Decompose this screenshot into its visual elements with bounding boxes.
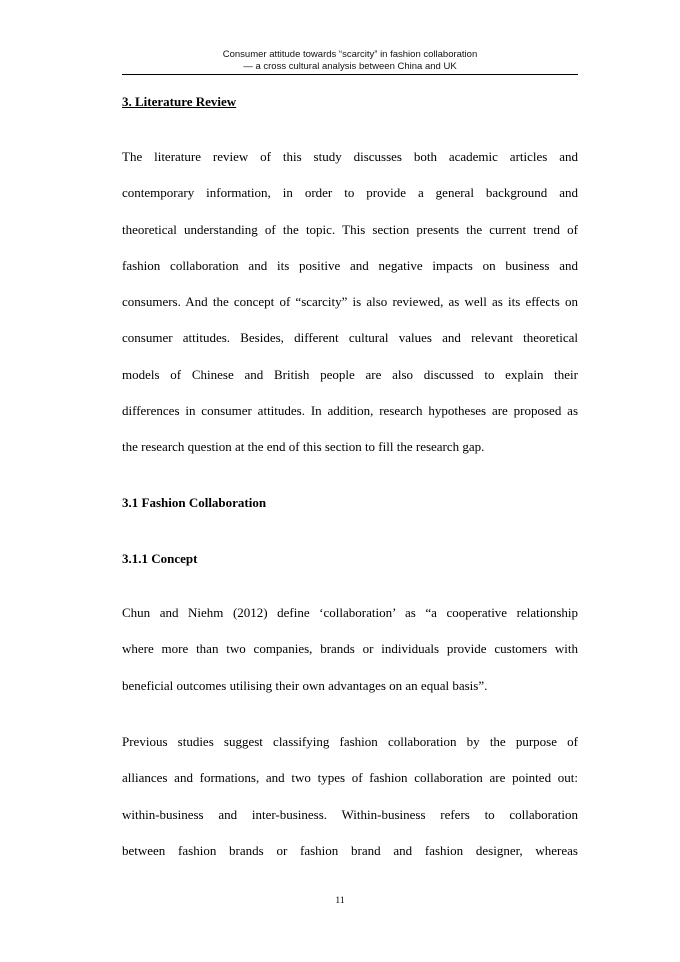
running-header-line-2: — a cross cultural analysis between China and UK xyxy=(243,61,457,72)
intro-paragraph xyxy=(122,139,578,466)
subsubsection-heading: 3.1.1 Concept xyxy=(122,551,198,566)
paragraph-line: fashion collaboration and its positive and negative impacts on business and xyxy=(122,257,578,273)
paragraph-line: models of Chinese and British people are also discussed to explain their xyxy=(122,366,578,382)
paragraph-line: Previous studies suggest classifying fashion collaboration by the purpose of xyxy=(122,734,578,749)
section-heading: 3. Literature Review xyxy=(122,94,237,109)
header-divider xyxy=(122,74,578,75)
paragraph-line: between fashion brands or fashion brand and fashion designer, whereas xyxy=(122,842,578,858)
paragraph-line: contemporary information, in order to provide a general background and xyxy=(122,185,578,201)
paragraph-line: differences in consumer attitudes. In addition, research hypotheses are proposed as xyxy=(122,403,578,419)
paragraph-line: alliances and formations, and two types of fashion collaboration are pointed out: xyxy=(122,770,578,786)
paragraph-line: where more than two companies, brands or individuals provide customers with xyxy=(122,641,578,657)
paragraph-line: the research question at the end of this section to fill the research gap. xyxy=(122,439,485,455)
concept-paragraph-2 xyxy=(122,724,578,869)
paragraph-line: The literature review of this study discusses both academic articles and xyxy=(122,149,578,164)
subsection-heading: 3.1 Fashion Collaboration xyxy=(122,495,267,510)
paragraph-line: Chun and Niehm (2012) define ‘collaboration’ as “a cooperative relationship xyxy=(122,605,578,620)
paragraph-line: within-business and inter-business. Within-business refers to collaboration xyxy=(122,806,578,822)
paragraph-line: consumer attitudes. Besides, different cultural values and relevant theoretical xyxy=(122,330,578,346)
running-header-line-1: Consumer attitude towards “scarcity” in fashion collaboration xyxy=(222,49,478,60)
page-number: 11 xyxy=(335,896,345,906)
paragraph-line: beneficial outcomes utilising their own advantages on an equal basis”. xyxy=(122,677,488,693)
running-header xyxy=(122,49,578,73)
paragraph-line: consumers. And the concept of “scarcity” is also reviewed, as well as its effects on xyxy=(122,294,578,310)
paragraph-line: theoretical understanding of the topic. This section presents the current trend of xyxy=(122,221,578,237)
concept-paragraph-1 xyxy=(122,595,578,704)
